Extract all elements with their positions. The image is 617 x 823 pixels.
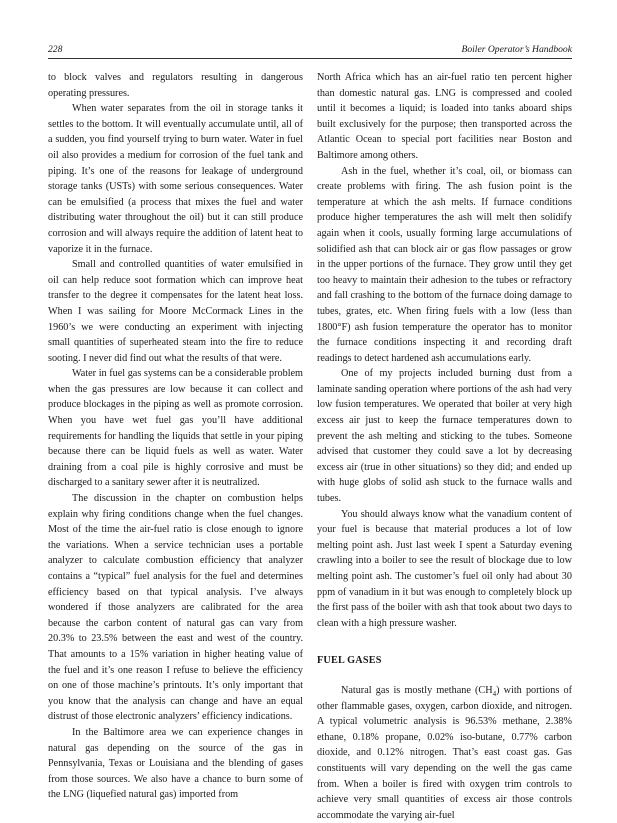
paragraph: Ash in the fuel, whether it’s coal, oil, or biomass can create problems with firing. The ash fusion point is the temperature at which the ash melts. If furnace conditions produce higher temperatures the ash will melt then solidify again when it cools, usually forming large accumulations of solidified ash that can block air or gas flow passages or grow in the upper portions of the furnace. They grow until they get too heavy to maintain their adhesion to the tubes or refractory and fall crashing to the bottom of the furnace doing damage to tubes, grates, etc. When firing fuels with a low (less than 1800°F) ash fusion temperature the operator has to monitor the furnace conditions inspecting it and recording draft readings to detect hardened ash accumulations early. (317, 165, 572, 364)
paragraph: One of my projects included burning dust from a laminate sanding operation where portions of the ash had very low fusion temperatures. We operated that boiler at very high excess air just to keep the furnace temperatures down to prevent the ash melting and sticking to the tubes. Someone advised that customer they could save a lot by decreasing excess air (true in other situations) so they did; and ended up with huge globs of solid ash stuck to the furnace walls and tubes. (317, 368, 572, 505)
text-run: Natural gas is mostly methane (CH (341, 684, 493, 696)
right-column (317, 70, 572, 823)
paragraph: Small and controlled quantities of water emulsified in oil can help reduce soot formation which can improve heat transfer to the degree it compensates for the latent heat loss. When I was sailing for Moore McCormack Lines in the 1960’s we were conducting an experiment with injecting small quantities of superheated steam into the fire to reduce sooting. I never did find out what the results of that were. (48, 259, 303, 364)
paragraph: North Africa which has an air-fuel ratio ten percent higher than domestic natural gas. LNG is compressed and cooled until it becomes a liquid; is loaded into tanks aboard ships built exclusively for the purpose; then transported across the Atlantic Ocean to special port facilities near Boston and Baltimore among others. (317, 72, 572, 161)
text-run: ) with portions of other flammable gases, oxygen, carbon dioxide, and nitrogen. A typical volumetric analysis is 96.53% methane, 2.38% ethane, 0.18% propane, 0.02% iso-butane, 0.77% carbon dioxide, and 0.12% nitrogen. That’s east coast gas. Gas constituents will vary depending on the well the gas came from. When a boiler is fired with oxygen trim controls to achieve very small quantities of excess air those controls accommodate the varying air-fuel (317, 684, 572, 821)
section-heading-fuel-gases: FUEL GASES (317, 655, 382, 667)
paragraph (317, 683, 572, 823)
subscript: 4 (492, 690, 497, 698)
paragraph: You should always know what the vanadium content of your fuel is because that material produces a lot of low melting point ash. Just last week I spent a Saturday evening crawling into a boiler to see the result of blockage due to low melting point ash. The customer’s fuel oil only had about 30 ppm of vanadium in it but was enough to completely block up the first pass of the boiler with ash that took about two days to clean with a high pressure washer. (317, 508, 572, 629)
page-number: 228 (48, 44, 63, 55)
book-title: Boiler Operator’s Handbook (461, 44, 572, 55)
paragraph: The discussion in the chapter on combustion helps explain why firing conditions change when the fuel changes. Most of the time the air-fuel ratio is close enough to ignore the variations. When a service technician uses a portable analyzer to calculate combustion efficiency that analyzer contains a “typical” fuel analysis for the fuel and determines efficiency based on that typical analysis. I’ve always wondered if those analyzers are calibrated for the area because the carbon content of natural gas can vary from 20.3% to 23.5% between the east and west of the country. That amounts to a 15% variation in higher heating value of the fuel and it’s one reason I refuse to believe the efficiency on one of those machine’s printouts. It’s only important that you know that the analysis can change and have an equal distrust of those electronic analyzers’ efficiency indications. (48, 493, 303, 723)
header-rule (48, 58, 572, 59)
paragraph: When water separates from the oil in storage tanks it settles to the bottom. It will eventually accumulate until, all of a sudden, you find yourself trying to burn water. Water in fuel oil also provides a medium for corrosion of the fuel tank and piping. It’s one of the reasons for leakage of underground storage tanks (USTs) with some serious consequences. Water can be emulsified (a process that mixes the fuel and water distributing water throughout the oil) but it can still produce corrosion and will always require the addition of latent heat to vaporize it in the furnace. (48, 103, 303, 255)
paragraph: Water in fuel gas systems can be a considerable problem when the gas pressures are low because it can collect and produce blockages in the piping as well as promote corrosion. When you have wet fuel gas you’ll have additional requirements for handling the liquids that settle in your piping because there can be liquid fuels as well as water. Water draining from a coal pile is highly corrosive and must be discharged to a sanitary sewer after it is neutralized. (48, 368, 303, 489)
paragraph: In the Baltimore area we can experience changes in natural gas depending on the source of the gas in Pennsylvania, Texas or Louisiana and the blending of gases from those sources. We also have a chance to burn some of the LNG (liquefied natural gas) imported from (48, 726, 303, 801)
paragraph: to block valves and regulators resulting in dangerous operating pressures. (48, 72, 303, 99)
left-column (48, 70, 303, 803)
